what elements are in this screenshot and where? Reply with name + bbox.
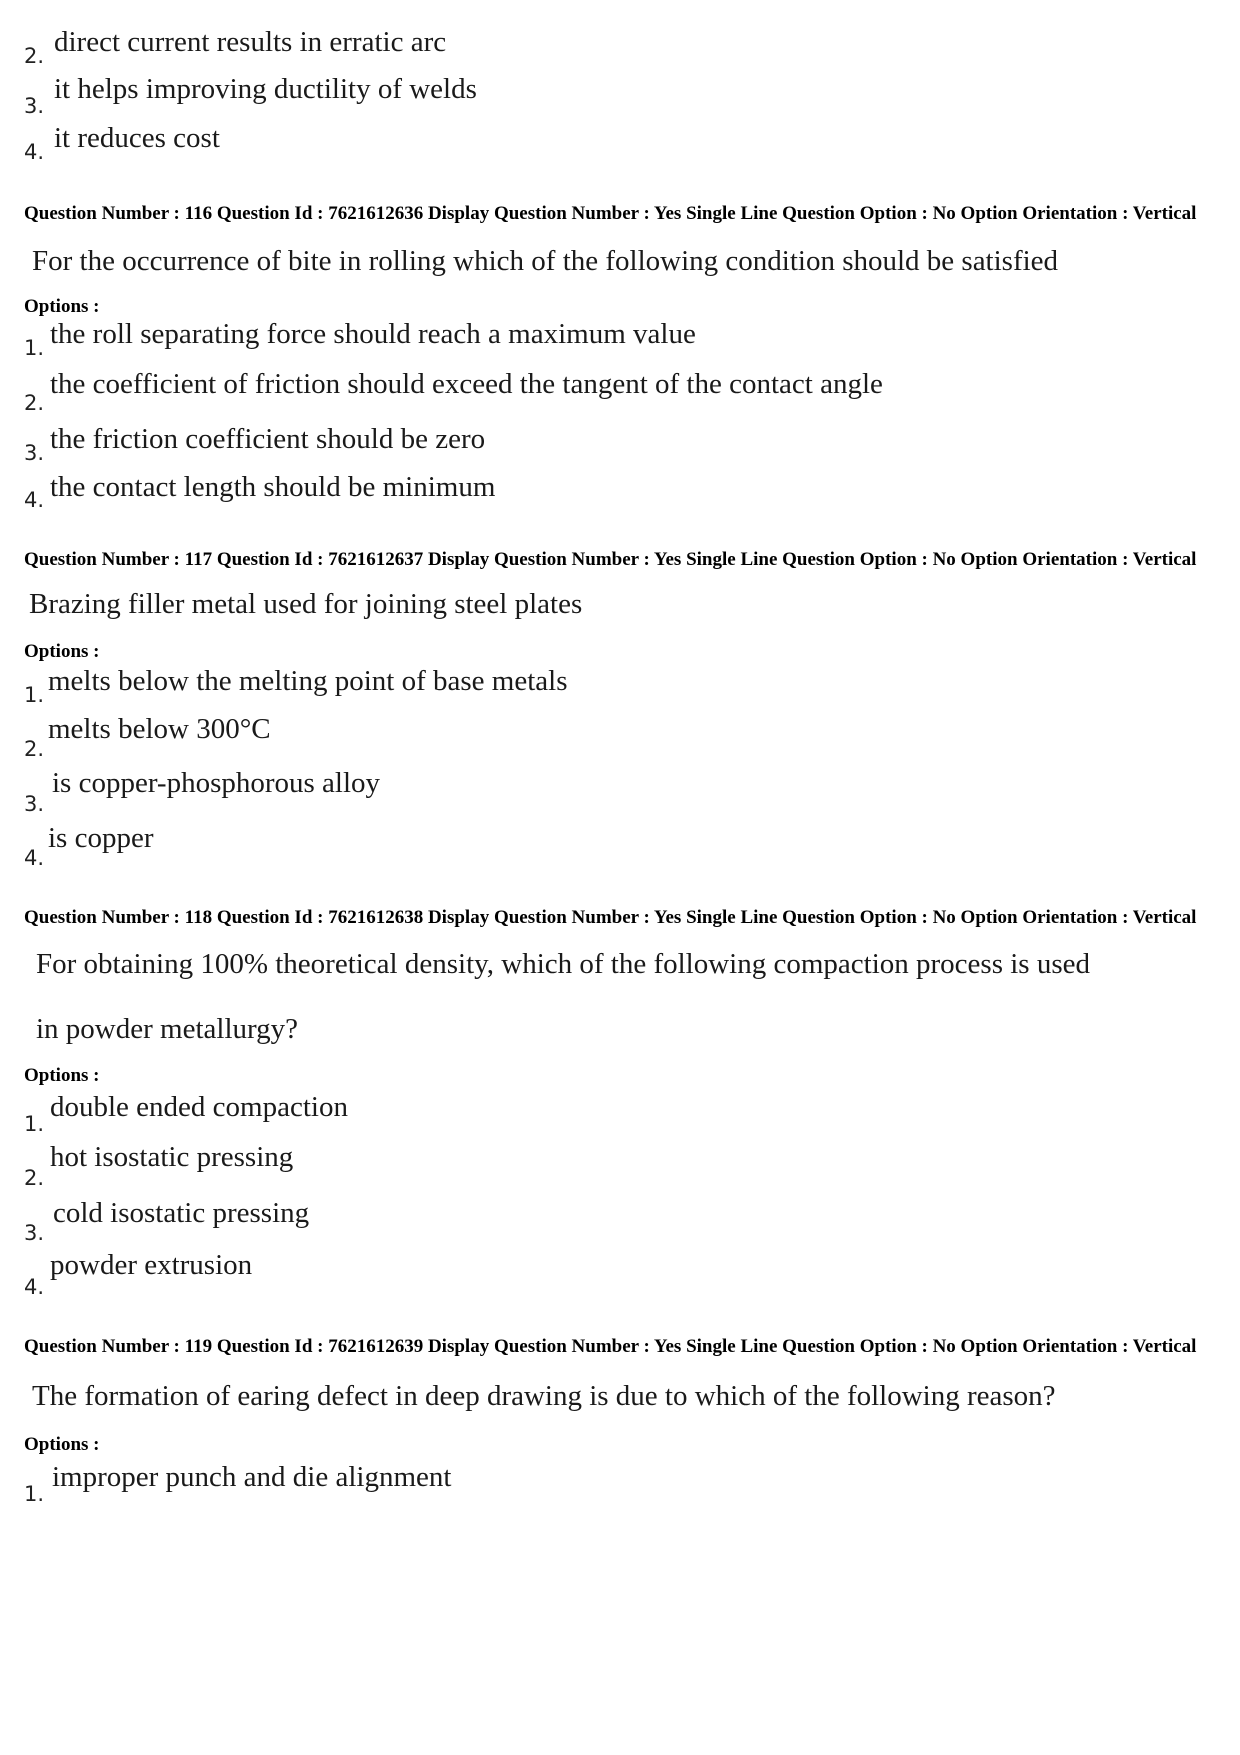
options-label: Options : <box>24 1065 100 1086</box>
option-text: it helps improving ductility of welds <box>54 73 477 105</box>
question-text: The formation of earing defect in deep drawing is due to which of the following reason? <box>32 1380 1056 1412</box>
option-number: 3. <box>24 94 45 118</box>
option-text: melts below 300°C <box>48 713 271 745</box>
option-text: it reduces cost <box>54 122 220 154</box>
option-text: improper punch and die alignment <box>52 1461 452 1493</box>
option-text: melts below the melting point of base metals <box>48 665 568 697</box>
question-meta: Question Number : 117 Question Id : 7621612637 Display Question Number : Yes Single Line Question Option : No Option Orientation : Vertical <box>24 549 1197 570</box>
options-label: Options : <box>24 1434 100 1455</box>
option-number: 2. <box>24 44 45 68</box>
option-text: the contact length should be minimum <box>50 471 496 503</box>
option-text: is copper-phosphorous alloy <box>52 767 381 799</box>
option-number: 3. <box>24 1221 45 1245</box>
option-text: powder extrusion <box>50 1249 253 1281</box>
option-number: 1. <box>24 683 45 707</box>
option-number: 4. <box>24 488 45 512</box>
option-text: the friction coefficient should be zero <box>50 423 486 455</box>
option-number: 1. <box>24 1482 45 1506</box>
question-text-line-2: in powder metallurgy? <box>36 1013 299 1045</box>
question-text: Brazing filler metal used for joining steel plates <box>29 588 583 620</box>
question-meta: Question Number : 119 Question Id : 7621612639 Display Question Number : Yes Single Line Question Option : No Option Orientation : Vertical <box>24 1336 1197 1357</box>
option-number: 4. <box>24 1275 45 1299</box>
question-text: For the occurrence of bite in rolling which of the following condition should be satisfied <box>32 245 1059 277</box>
option-number: 2. <box>24 391 45 415</box>
question-meta: Question Number : 118 Question Id : 7621612638 Display Question Number : Yes Single Line Question Option : No Option Orientation : Vertical <box>24 907 1197 928</box>
option-text: hot isostatic pressing <box>50 1141 294 1173</box>
option-number: 2. <box>24 1166 45 1190</box>
option-number: 4. <box>24 140 45 164</box>
option-text: is copper <box>48 822 154 854</box>
option-number: 1. <box>24 336 45 360</box>
option-number: 1. <box>24 1112 45 1136</box>
option-number: 2. <box>24 737 45 761</box>
options-label: Options : <box>24 641 100 662</box>
option-text: double ended compaction <box>50 1091 348 1123</box>
option-text: the coefficient of friction should exceed the tangent of the contact angle <box>50 368 883 400</box>
option-text: cold isostatic pressing <box>53 1197 310 1229</box>
option-number: 3. <box>24 441 45 465</box>
option-number: 3. <box>24 792 45 816</box>
option-text: the roll separating force should reach a maximum value <box>50 318 696 350</box>
option-text: direct current results in erratic arc <box>54 26 447 58</box>
question-text-line-1: For obtaining 100% theoretical density, which of the following compaction process is used <box>36 948 1090 980</box>
options-label: Options : <box>24 296 100 317</box>
option-number: 4. <box>24 846 45 870</box>
question-meta: Question Number : 116 Question Id : 7621612636 Display Question Number : Yes Single Line Question Option : No Option Orientation : Vertical <box>24 203 1197 224</box>
